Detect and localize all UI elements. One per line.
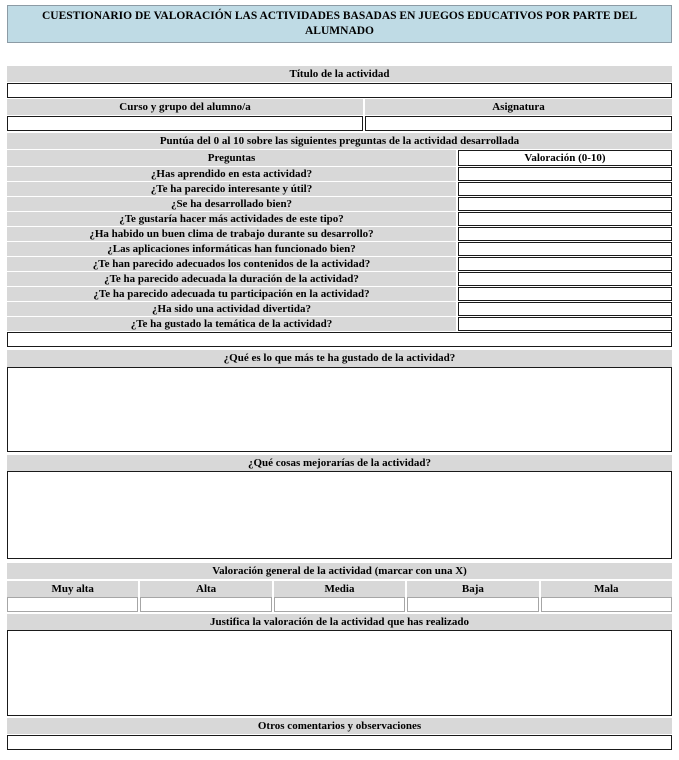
option-mark-alta[interactable] xyxy=(140,597,271,612)
question-label: ¿Te gustaría hacer más actividades de este tipo? xyxy=(7,212,456,226)
option-mark-muy-alta[interactable] xyxy=(7,597,138,612)
question-label: ¿Te han parecido adecuados los contenidos de la actividad? xyxy=(7,257,456,271)
score-input[interactable] xyxy=(458,272,672,286)
option-mark-media[interactable] xyxy=(274,597,405,612)
option-label-muy-alta: Muy alta xyxy=(7,581,138,597)
liked-most-textarea[interactable] xyxy=(7,367,672,452)
option-label-media: Media xyxy=(274,581,405,597)
score-input[interactable] xyxy=(458,212,672,226)
course-group-header: Curso y grupo del alumno/a xyxy=(7,99,363,115)
score-input[interactable] xyxy=(458,287,672,301)
course-group-input[interactable] xyxy=(7,116,363,131)
option-label-alta: Alta xyxy=(140,581,271,597)
subject-header: Asignatura xyxy=(365,99,672,115)
question-row xyxy=(7,197,672,211)
question-label: ¿Te ha parecido adecuada tu participación en la actividad? xyxy=(7,287,456,301)
overall-options-header-row xyxy=(7,581,672,597)
score-input[interactable] xyxy=(458,182,672,196)
blank-spacer-row[interactable] xyxy=(7,332,672,347)
score-input[interactable] xyxy=(458,257,672,271)
ratings-instruction: Puntúa del 0 al 10 sobre las siguientes preguntas de la actividad desarrollada xyxy=(7,133,672,149)
activity-title-input[interactable] xyxy=(7,83,672,98)
score-input[interactable] xyxy=(458,227,672,241)
question-row xyxy=(7,287,672,301)
subject-input[interactable] xyxy=(365,116,672,131)
question-label: ¿Ha habido un buen clima de trabajo durante su desarrollo? xyxy=(7,227,456,241)
questions-column-header: Preguntas xyxy=(7,150,456,166)
question-row xyxy=(7,317,672,331)
course-subject-input-row xyxy=(7,116,672,131)
ratings-column-header-row xyxy=(7,150,672,166)
score-input[interactable] xyxy=(458,197,672,211)
overall-rating-header: Valoración general de la actividad (marcar con una X) xyxy=(7,563,672,579)
course-subject-header-row xyxy=(7,99,672,115)
question-row xyxy=(7,227,672,241)
activity-title-header: Título de la actividad xyxy=(7,66,672,82)
improvements-header: ¿Qué cosas mejorarías de la actividad? xyxy=(7,455,672,471)
question-row xyxy=(7,212,672,226)
score-input[interactable] xyxy=(458,242,672,256)
question-row xyxy=(7,182,672,196)
question-label: ¿Ha sido una actividad divertida? xyxy=(7,302,456,316)
improvements-textarea[interactable] xyxy=(7,471,672,559)
question-row xyxy=(7,257,672,271)
form-title: CUESTIONARIO DE VALORACIÓN LAS ACTIVIDADES BASADAS EN JUEGOS EDUCATIVOS POR PARTE DEL ALUMNADO xyxy=(41,10,638,37)
justification-header: Justifica la valoración de la actividad que has realizado xyxy=(7,614,672,630)
question-label: ¿Se ha desarrollado bien? xyxy=(7,197,456,211)
question-label: ¿Te ha parecido interesante y útil? xyxy=(7,182,456,196)
question-row xyxy=(7,167,672,181)
question-label: ¿Las aplicaciones informáticas han funcionado bien? xyxy=(7,242,456,256)
option-label-baja: Baja xyxy=(407,581,538,597)
question-label: ¿Has aprendido en esta actividad? xyxy=(7,167,456,181)
question-row xyxy=(7,302,672,316)
score-input[interactable] xyxy=(458,167,672,181)
form-title-banner xyxy=(7,5,672,43)
liked-most-header: ¿Qué es lo que más te ha gustado de la actividad? xyxy=(7,350,672,367)
option-mark-baja[interactable] xyxy=(407,597,538,612)
score-input[interactable] xyxy=(458,317,672,331)
option-label-mala: Mala xyxy=(541,581,672,597)
justification-textarea[interactable] xyxy=(7,630,672,716)
overall-options-input-row xyxy=(7,597,672,612)
question-label: ¿Te ha gustado la temática de la actividad? xyxy=(7,317,456,331)
score-column-header: Valoración (0-10) xyxy=(458,150,672,166)
option-mark-mala[interactable] xyxy=(541,597,672,612)
comments-header: Otros comentarios y observaciones xyxy=(7,718,672,734)
score-input[interactable] xyxy=(458,302,672,316)
comments-input[interactable] xyxy=(7,735,672,750)
question-row xyxy=(7,242,672,256)
question-label: ¿Te ha parecido adecuada la duración de la actividad? xyxy=(7,272,456,286)
question-row xyxy=(7,272,672,286)
